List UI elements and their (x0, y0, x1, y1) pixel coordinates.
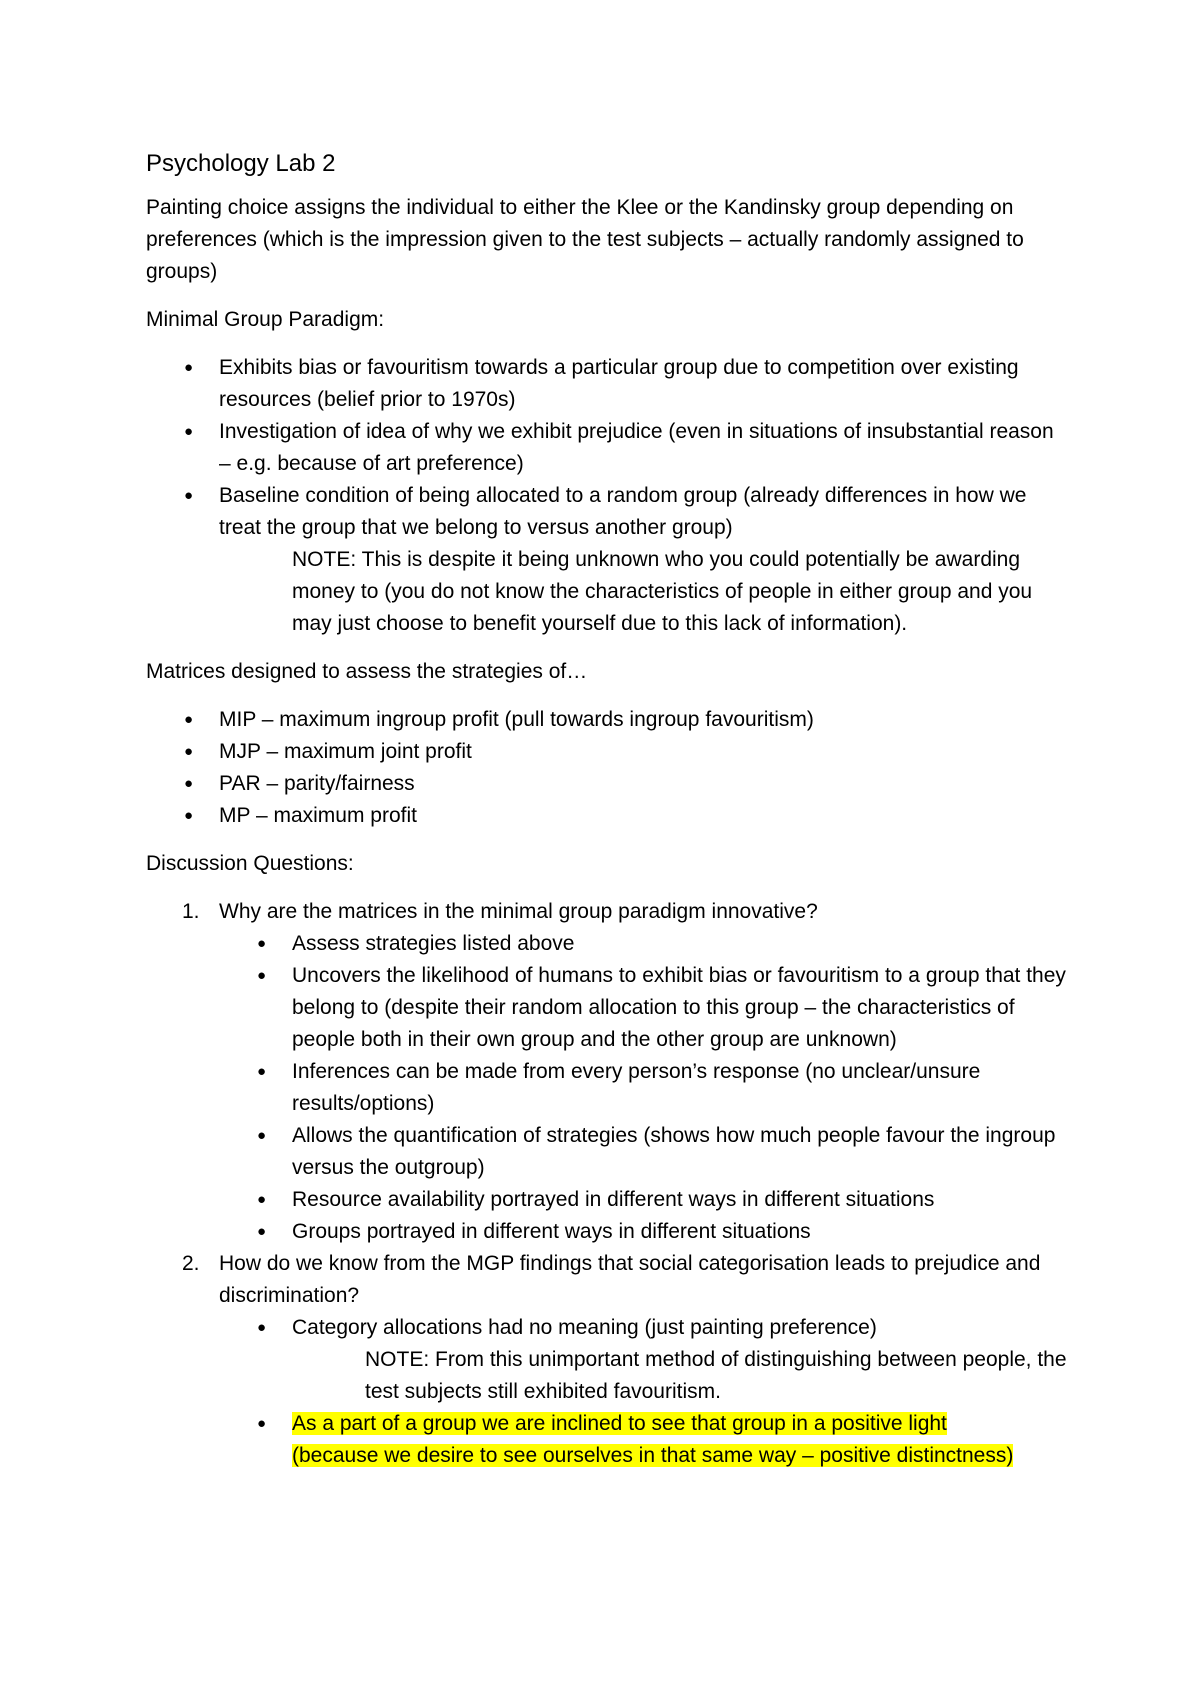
question-number: 1. (182, 900, 200, 923)
list-item (219, 1216, 1070, 1248)
bullet-icon: ● (257, 1127, 267, 1144)
list-item-text: Baseline condition of being allocated to a random group (already differences in how we treat the group that we belong to versus another group) (219, 484, 1027, 539)
list-item (146, 800, 1070, 832)
list-item-text: Allows the quantification of strategies (shows how much people favour the ingroup versus the outgroup) (292, 1124, 1056, 1179)
bullet-icon: ● (184, 711, 194, 728)
list-item (146, 768, 1070, 800)
bullet-icon: ● (257, 1223, 267, 1240)
list-item-text: Groups portrayed in different ways in different situations (292, 1220, 811, 1243)
highlighted-text: As a part of a group we are inclined to see that group in a positive light (292, 1412, 947, 1435)
bullet-icon: ● (184, 743, 194, 760)
highlighted-text: (because we desire to see ourselves in that same way – positive distinctness) (292, 1444, 1014, 1467)
list-item (219, 1184, 1070, 1216)
bullet-icon: ● (184, 775, 194, 792)
question-text: How do we know from the MGP findings that social categorisation leads to prejudice and discrimination? (219, 1252, 1041, 1307)
bullet-icon: ● (257, 1191, 267, 1208)
document-body (146, 146, 1070, 1488)
question-text: Why are the matrices in the minimal group paradigm innovative? (219, 900, 818, 923)
mgp-heading: Minimal Group Paradigm: (146, 308, 385, 331)
list-item-text: Resource availability portrayed in different ways in different situations (292, 1188, 935, 1211)
list-item (146, 480, 1070, 640)
bullet-icon: ● (257, 1063, 267, 1080)
bullet-icon: ● (257, 1415, 267, 1432)
list-item-text: Assess strategies listed above (292, 932, 575, 955)
bullet-icon: ● (184, 487, 194, 504)
mgp-list (146, 352, 1070, 640)
question-item (146, 896, 1070, 1248)
list-item (219, 1120, 1070, 1184)
intro-paragraph: Painting choice assigns the individual to either the Klee or the Kandinsky group depending on preferences (which is the impression given to the test subjects – actually randomly assigned to groups) (146, 196, 1024, 283)
list-item (219, 1312, 1070, 1408)
list-item (219, 960, 1070, 1056)
matrices-heading: Matrices designed to assess the strategies of… (146, 660, 588, 683)
list-item (219, 1408, 1070, 1472)
bullet-icon: ● (257, 1319, 267, 1336)
list-item (146, 352, 1070, 416)
bullet-icon: ● (184, 807, 194, 824)
answer-list (219, 1312, 1070, 1472)
discussion-questions (146, 896, 1070, 1472)
bullet-icon: ● (184, 359, 194, 376)
bullet-icon: ● (257, 935, 267, 952)
list-item-text: PAR – parity/fairness (219, 772, 415, 795)
answer-list (219, 928, 1070, 1248)
question-item (146, 1248, 1070, 1472)
list-item-text: Investigation of idea of why we exhibit prejudice (even in situations of insubstantial reason – e.g. because of art preference) (219, 420, 1054, 475)
list-item-text: Uncovers the likelihood of humans to exhibit bias or favouritism to a group that they belong to (despite their random allocation to this group – the characteristics of people both in their own group and the other group are unknown) (292, 964, 1066, 1051)
list-item (146, 704, 1070, 736)
list-item (219, 928, 1070, 960)
list-item-text: Inferences can be made from every person’s response (no unclear/unsure results/options) (292, 1060, 981, 1115)
list-item (219, 1056, 1070, 1120)
document-title: Psychology Lab 2 (146, 150, 336, 177)
list-item-text: Exhibits bias or favouritism towards a particular group due to competition over existing resources (belief prior to 1970s) (219, 356, 1019, 411)
matrices-list (146, 704, 1070, 832)
list-item (146, 416, 1070, 480)
list-item-text: MJP – maximum joint profit (219, 740, 472, 763)
question-number: 2. (182, 1252, 200, 1275)
list-item (146, 736, 1070, 768)
q2-note: NOTE: From this unimportant method of distinguishing between people, the test subjects still exhibited favouritism. (365, 1348, 1067, 1403)
bullet-icon: ● (257, 967, 267, 984)
list-item-text: MIP – maximum ingroup profit (pull towards ingroup favouritism) (219, 708, 814, 731)
list-item-text: Category allocations had no meaning (just painting preference) (292, 1316, 877, 1339)
mgp-note: NOTE: This is despite it being unknown who you could potentially be awarding money to (you do not know the characteristics of people in either group and you may just choose to benefit yourself due to this lack of information). (292, 548, 1033, 635)
bullet-icon: ● (184, 423, 194, 440)
discussion-heading: Discussion Questions: (146, 852, 354, 875)
list-item-text: MP – maximum profit (219, 804, 417, 827)
